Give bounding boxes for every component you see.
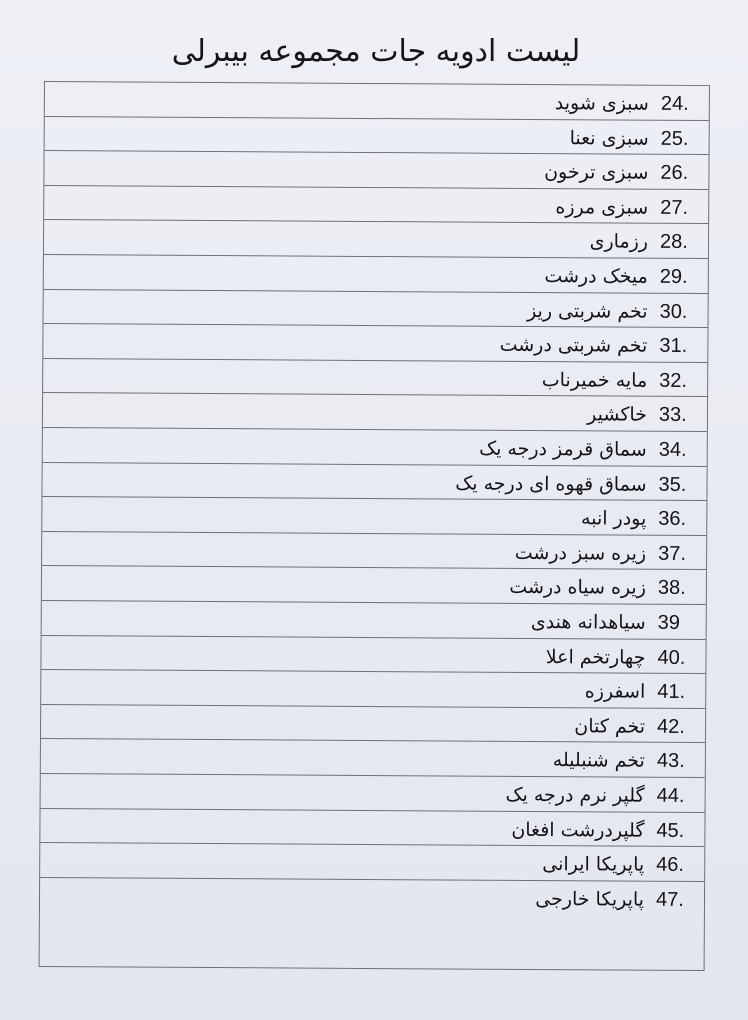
item-number: 37. — [658, 542, 687, 565]
item-number: 38. — [657, 577, 686, 600]
table-row — [41, 739, 705, 778]
table-row — [40, 843, 704, 882]
item-number: 29. — [659, 265, 688, 288]
table-row — [41, 670, 705, 709]
item-number: 34. — [658, 438, 687, 461]
item-label: گلپر نرم درجه یک — [505, 783, 645, 807]
table-row — [42, 601, 706, 640]
item-number: 45. — [656, 819, 685, 842]
item-label: سیاهدانه هندی — [530, 610, 646, 634]
table-row — [40, 809, 704, 848]
table-row — [43, 324, 707, 363]
item-label: میخک درشت — [544, 265, 648, 288]
spice-list-table — [39, 81, 710, 971]
item-label: رزماری — [589, 230, 649, 254]
item-number: 33. — [658, 404, 687, 427]
item-number: 47. — [655, 888, 684, 911]
item-number: 25. — [660, 127, 689, 150]
item-number: 42. — [657, 715, 685, 738]
item-number: 30. — [659, 300, 688, 323]
table-row — [43, 359, 707, 398]
item-label: پاپریکا خارجی — [535, 887, 645, 911]
item-number: 24. — [660, 92, 689, 115]
item-number: 31. — [659, 334, 688, 358]
item-label: سبزی ترخون — [544, 161, 649, 184]
table-row — [41, 774, 705, 813]
table-row — [42, 463, 706, 502]
item-label: سبزی شوید — [554, 92, 649, 115]
item-label: پاپریکا ایرانی — [542, 853, 645, 876]
item-number: 28. — [659, 231, 688, 254]
item-number: 27. — [660, 196, 689, 219]
table-row — [40, 878, 704, 917]
item-label: سماق قهوه ای درجه یک — [455, 472, 647, 496]
table-row — [42, 497, 706, 536]
table-row — [42, 532, 706, 571]
item-number: 39 — [657, 611, 681, 634]
item-number: 36. — [658, 507, 687, 531]
table-row — [44, 255, 708, 294]
table-row — [44, 151, 708, 190]
item-number: 46. — [656, 853, 685, 877]
item-number: 35. — [658, 473, 687, 496]
item-number: 40. — [657, 646, 686, 669]
table-row — [45, 82, 709, 121]
table-row — [44, 290, 708, 329]
item-label: سبزی نعنا — [569, 126, 649, 150]
table-row — [43, 393, 707, 432]
item-label: تخم شربتی درشت — [499, 333, 648, 357]
table-row — [41, 636, 705, 675]
item-label: گلپردرشت افغان — [511, 818, 645, 842]
table-row — [44, 220, 708, 259]
table-row — [41, 705, 705, 744]
item-label: سبزی مرزه — [555, 195, 649, 219]
table-row — [43, 428, 707, 467]
item-label: تخم شنبلیله — [552, 749, 645, 773]
item-label: پودر انبه — [580, 507, 647, 530]
item-number: 43. — [656, 750, 685, 773]
item-number: 26. — [660, 161, 689, 185]
item-label: اسفرزه — [584, 680, 646, 703]
item-label: سماق قرمز درجه یک — [479, 437, 647, 461]
item-label: مایه خمیرناب — [541, 368, 648, 392]
item-label: تخم شربتی ریز — [527, 299, 648, 323]
page-title: لیست ادویه جات مجموعه بیبرلی — [171, 34, 581, 69]
item-number: 44. — [656, 784, 685, 807]
table-row — [42, 566, 706, 605]
item-label: خاکشیر — [587, 403, 648, 427]
item-label: زیره سیاه درشت — [509, 576, 646, 600]
item-number: 41. — [657, 680, 686, 704]
item-number: 32. — [659, 369, 688, 392]
item-label: زیره سبز درشت — [514, 541, 647, 565]
item-label: چهارتخم اعلا — [545, 645, 646, 669]
item-label: تخم کتان — [574, 715, 646, 738]
table-row — [45, 117, 709, 156]
table-row — [44, 186, 708, 225]
